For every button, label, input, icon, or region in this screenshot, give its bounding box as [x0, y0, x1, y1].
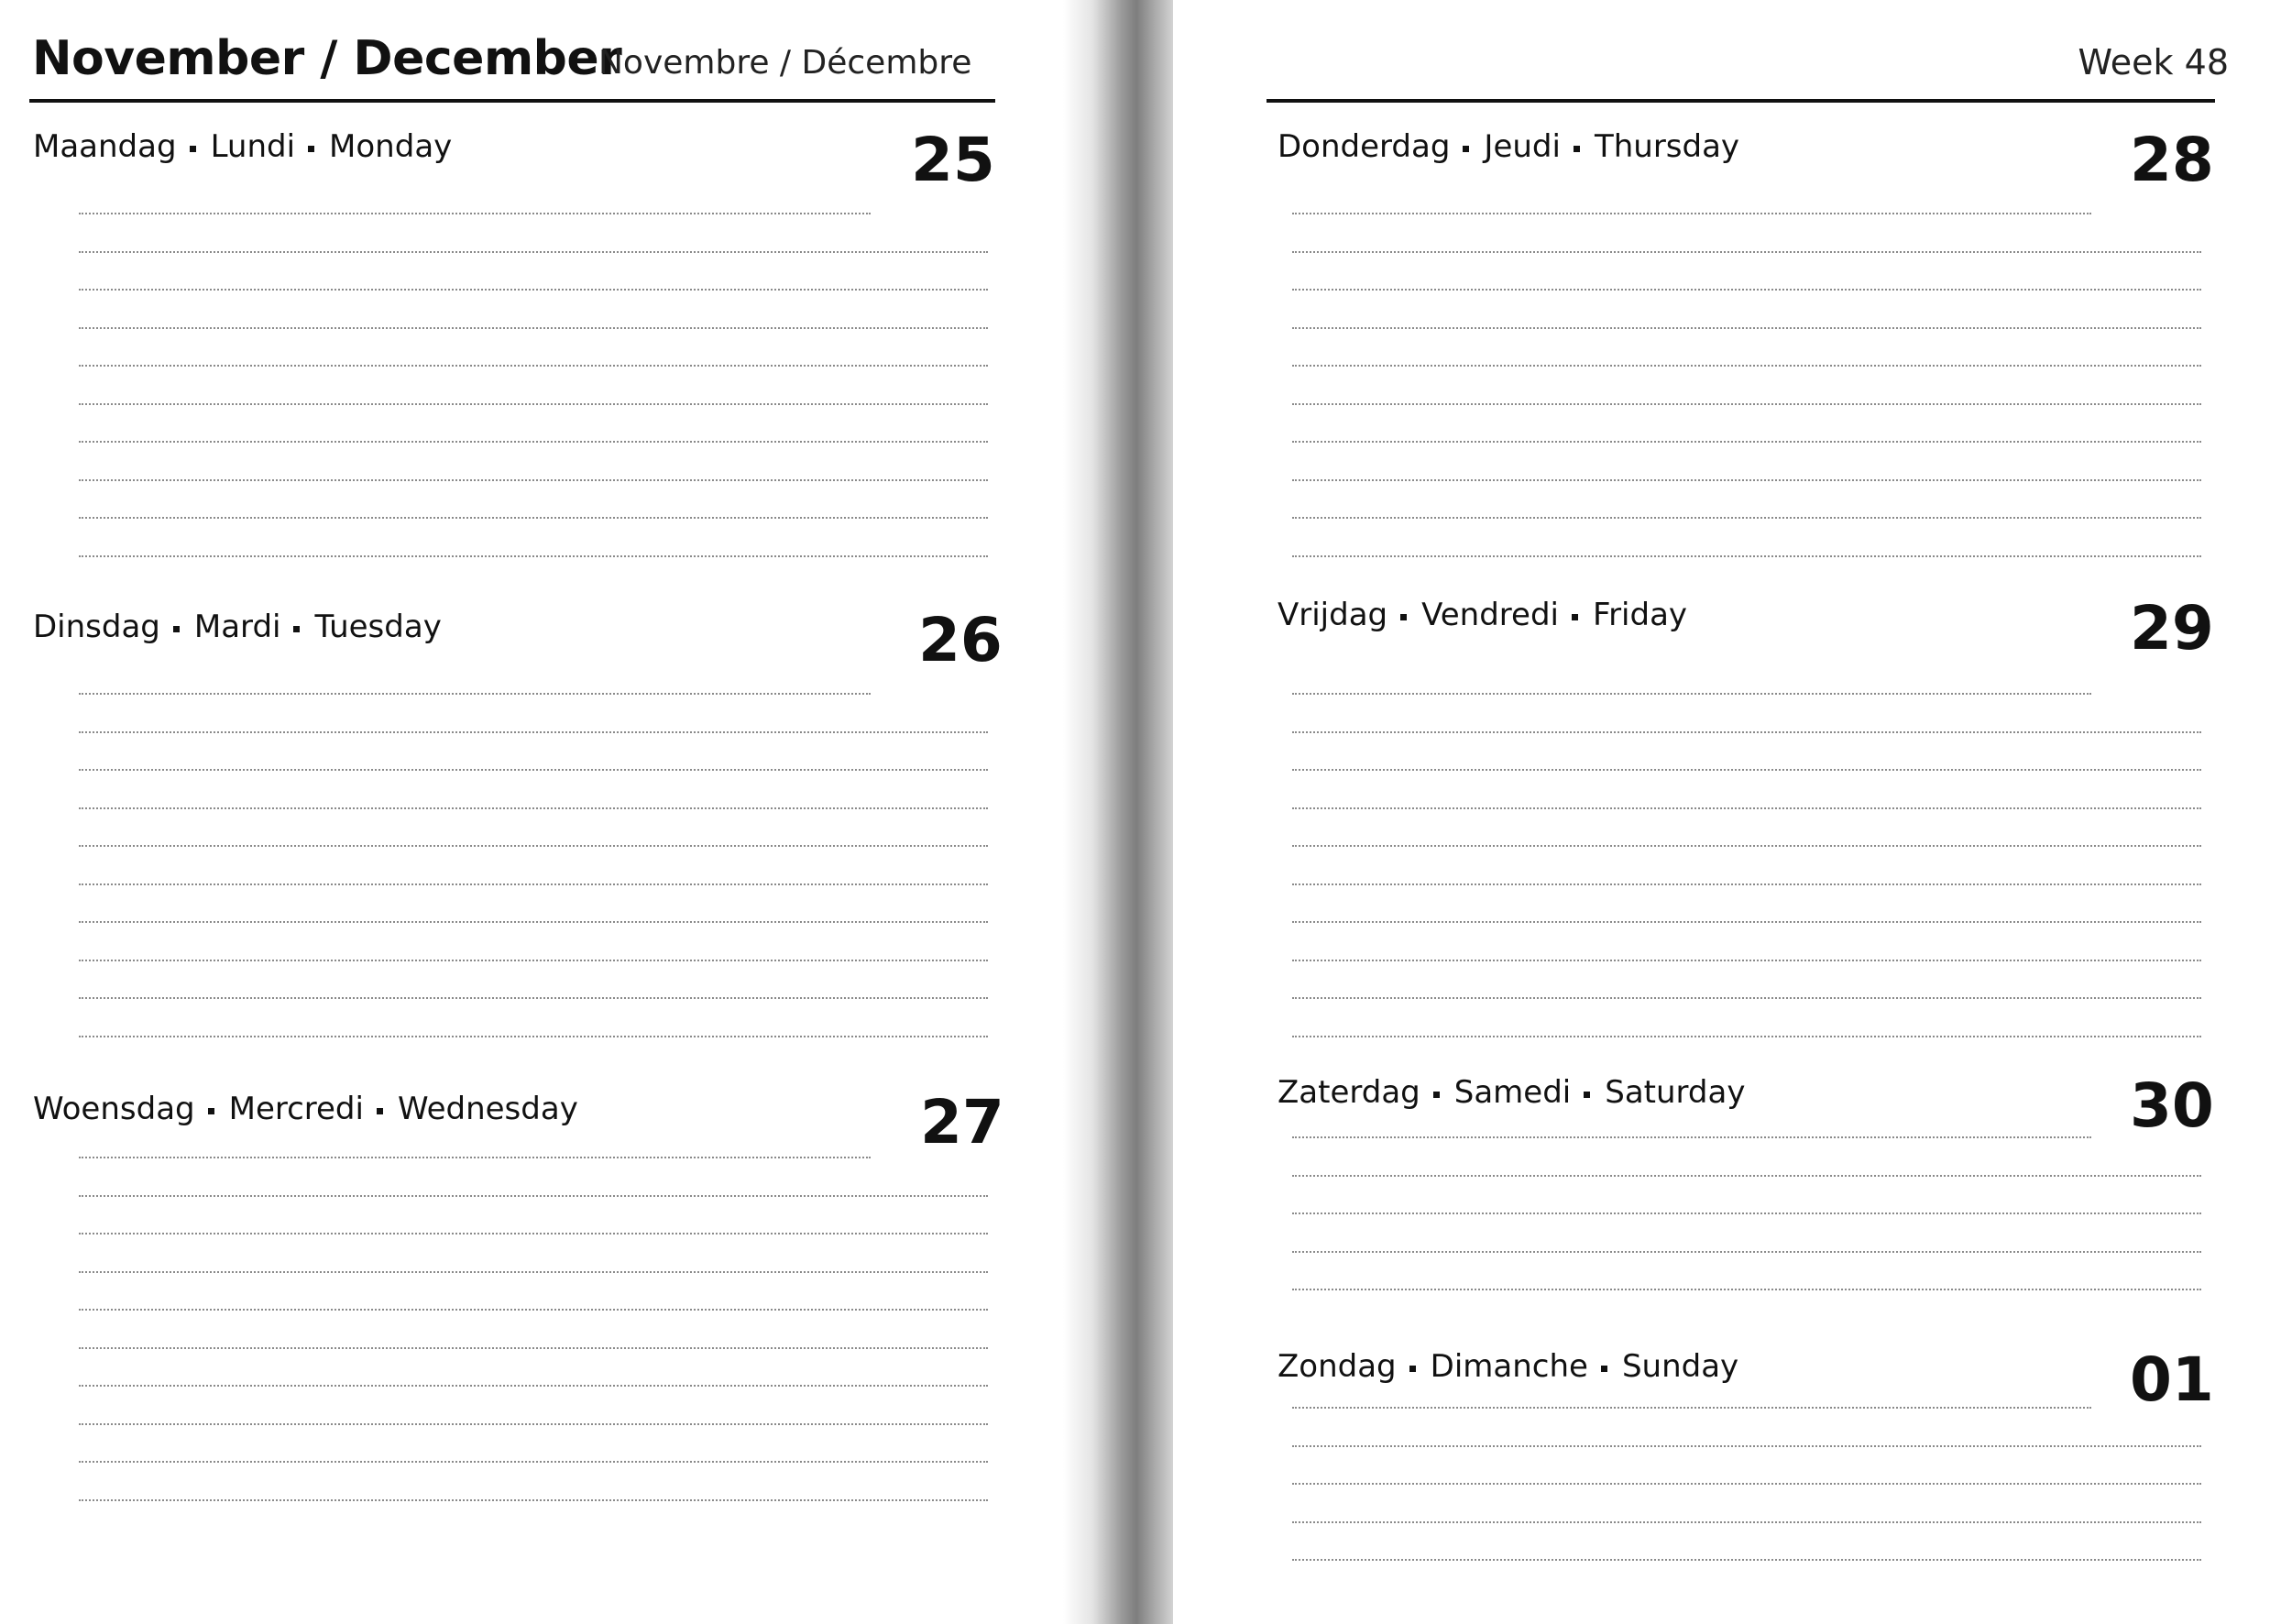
- month-subtitle-french: Novembre / Décembre: [598, 44, 972, 82]
- day-name-french: Vendredi: [1421, 597, 1559, 633]
- writing-line[interactable]: [79, 1385, 988, 1387]
- day-block-thursday: [1278, 125, 2221, 559]
- writing-line[interactable]: [79, 997, 988, 999]
- day-number: 01: [2130, 1344, 2214, 1415]
- writing-line[interactable]: [1292, 1213, 2201, 1214]
- writing-line[interactable]: [1292, 1136, 2091, 1138]
- writing-line[interactable]: [79, 1461, 988, 1463]
- separator-dot: [1574, 146, 1580, 152]
- writing-line[interactable]: [1292, 555, 2201, 557]
- writing-line[interactable]: [79, 1233, 988, 1234]
- day-names: [33, 1091, 578, 1127]
- writing-line[interactable]: [1292, 845, 2201, 847]
- day-name-dutch: Maandag: [33, 128, 177, 165]
- day-name-french: Mercredi: [228, 1091, 364, 1127]
- separator-dot: [1572, 614, 1578, 620]
- writing-line[interactable]: [1292, 1445, 2201, 1447]
- separator-dot: [1584, 1092, 1590, 1098]
- writing-line[interactable]: [79, 517, 988, 519]
- day-block-monday: [33, 125, 999, 559]
- day-number: 26: [918, 605, 1003, 675]
- day-block-friday: [1278, 593, 2221, 1046]
- writing-line[interactable]: [1292, 517, 2201, 519]
- separator-dot: [208, 1108, 214, 1114]
- writing-line[interactable]: [79, 365, 988, 367]
- writing-line[interactable]: [1292, 1521, 2201, 1523]
- writing-line[interactable]: [1292, 997, 2201, 999]
- writing-line[interactable]: [1292, 769, 2201, 771]
- separator-dot: [1433, 1092, 1440, 1098]
- writing-line[interactable]: [79, 1157, 871, 1158]
- separator-dot: [293, 626, 300, 632]
- writing-line[interactable]: [1292, 365, 2201, 367]
- writing-line[interactable]: [1292, 479, 2201, 481]
- writing-line[interactable]: [79, 1423, 988, 1425]
- day-names: [1278, 597, 1687, 633]
- writing-line[interactable]: [79, 1195, 988, 1197]
- writing-line[interactable]: [79, 769, 988, 771]
- writing-line[interactable]: [79, 731, 988, 733]
- week-label: Week 48: [2078, 42, 2229, 82]
- writing-line[interactable]: [79, 845, 988, 847]
- writing-line[interactable]: [79, 883, 988, 885]
- writing-line[interactable]: [79, 1499, 988, 1501]
- left-page: [0, 0, 1100, 1624]
- writing-line[interactable]: [1292, 1559, 2201, 1561]
- writing-line[interactable]: [79, 213, 871, 214]
- day-name-english: Wednesday: [397, 1091, 578, 1127]
- day-name-english: Friday: [1593, 597, 1688, 633]
- day-name-french: Mardi: [193, 609, 281, 645]
- writing-line[interactable]: [1292, 1289, 2201, 1290]
- day-name-dutch: Woensdag: [33, 1091, 195, 1127]
- writing-line[interactable]: [1292, 289, 2201, 291]
- day-name-english: Saturday: [1605, 1074, 1746, 1111]
- day-name-english: Thursday: [1594, 128, 1740, 165]
- writing-line[interactable]: [79, 441, 988, 443]
- day-name-french: Dimanche: [1430, 1348, 1588, 1385]
- day-block-sunday: [1278, 1344, 2221, 1568]
- day-block-saturday: [1278, 1070, 2221, 1294]
- day-number: 30: [2130, 1070, 2214, 1141]
- day-block-tuesday: [33, 605, 1003, 1039]
- day-block-wednesday: [33, 1087, 1004, 1549]
- writing-line[interactable]: [1292, 1251, 2201, 1253]
- separator-dot: [1601, 1366, 1607, 1372]
- writing-line[interactable]: [79, 960, 988, 961]
- writing-line[interactable]: [1292, 1407, 2091, 1409]
- writing-line[interactable]: [79, 251, 988, 253]
- writing-line[interactable]: [1292, 921, 2201, 923]
- separator-dot: [308, 146, 314, 152]
- separator-dot: [377, 1108, 383, 1114]
- writing-line[interactable]: [79, 1347, 988, 1349]
- writing-line[interactable]: [79, 289, 988, 291]
- day-names: [33, 609, 442, 645]
- writing-line[interactable]: [1292, 441, 2201, 443]
- day-name-english: Sunday: [1621, 1348, 1739, 1385]
- writing-line[interactable]: [1292, 731, 2201, 733]
- month-title: November / December: [32, 31, 622, 86]
- day-number: 27: [920, 1087, 1004, 1158]
- day-name-english: Tuesday: [314, 609, 442, 645]
- day-name-english: Monday: [329, 128, 453, 165]
- writing-line[interactable]: [1292, 960, 2201, 961]
- writing-line[interactable]: [1292, 213, 2091, 214]
- writing-line[interactable]: [1292, 251, 2201, 253]
- writing-line[interactable]: [1292, 1175, 2201, 1177]
- day-name-dutch: Donderdag: [1278, 128, 1451, 165]
- writing-line[interactable]: [79, 921, 988, 923]
- day-name-french: Lundi: [210, 128, 296, 165]
- writing-line[interactable]: [79, 327, 988, 329]
- writing-line[interactable]: [79, 479, 988, 481]
- writing-line[interactable]: [79, 693, 871, 695]
- writing-line[interactable]: [79, 1271, 988, 1273]
- day-names: [1278, 1348, 1738, 1385]
- writing-line[interactable]: [1292, 1483, 2201, 1485]
- separator-dot: [173, 626, 180, 632]
- writing-line[interactable]: [79, 1036, 988, 1037]
- writing-line[interactable]: [1292, 403, 2201, 405]
- writing-line[interactable]: [79, 1309, 988, 1311]
- header-rule: [1267, 99, 2215, 103]
- writing-line[interactable]: [1292, 883, 2201, 885]
- right-page: [1173, 0, 2270, 1624]
- separator-dot: [1400, 614, 1407, 620]
- writing-line[interactable]: [1292, 327, 2201, 329]
- day-name-dutch: Zondag: [1278, 1348, 1397, 1385]
- writing-line[interactable]: [1292, 1036, 2201, 1037]
- writing-line[interactable]: [1292, 693, 2091, 695]
- writing-line[interactable]: [79, 555, 988, 557]
- separator-dot: [1409, 1366, 1416, 1372]
- day-name-dutch: Vrijdag: [1278, 597, 1388, 633]
- separator-dot: [190, 146, 196, 152]
- day-number: 25: [911, 125, 995, 195]
- day-names: [1278, 128, 1739, 165]
- separator-dot: [1463, 146, 1469, 152]
- day-number: 29: [2130, 593, 2214, 664]
- writing-line[interactable]: [79, 403, 988, 405]
- day-number: 28: [2130, 125, 2214, 195]
- day-name-dutch: Zaterdag: [1278, 1074, 1420, 1111]
- writing-line[interactable]: [79, 807, 988, 809]
- header-rule: [29, 99, 995, 103]
- day-name-french: Jeudi: [1484, 128, 1561, 165]
- day-names: [33, 128, 452, 165]
- day-name-dutch: Dinsdag: [33, 609, 160, 645]
- day-name-french: Samedi: [1453, 1074, 1572, 1111]
- writing-line[interactable]: [1292, 807, 2201, 809]
- day-names: [1278, 1074, 1745, 1111]
